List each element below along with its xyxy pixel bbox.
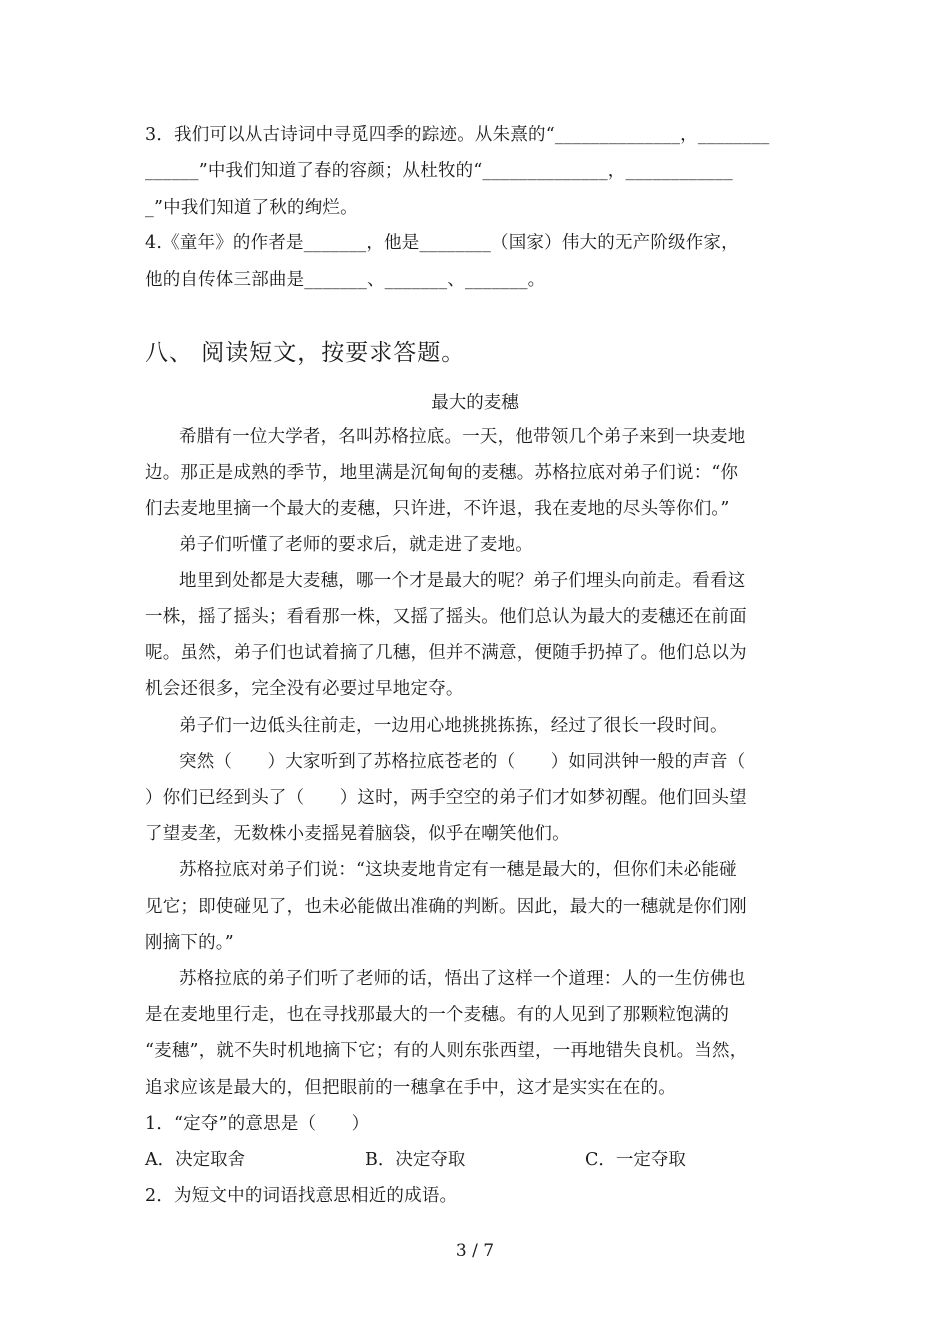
- page-number: 3 / 7: [455, 1241, 495, 1261]
- paragraph-line: 苏格拉底对弟子们说：“这块麦地肯定有一穗是最大的，但你们未必能碰: [179, 860, 737, 880]
- paragraph-line: 机会还很多，完全没有必要过早地定夺。: [145, 679, 464, 699]
- section-heading: 八、 阅读短文，按要求答题。: [145, 340, 466, 366]
- paragraph-line: 追求应该是最大的，但把眼前的一穗拿在手中，这才是实实在在的。: [145, 1078, 676, 1098]
- paragraph-line: 一株，摇了摇头；看看那一株，又摇了摇头。他们总认为最大的麦穗还在前面: [145, 607, 747, 627]
- paragraph-line: 希腊有一位大学者，名叫苏格拉底。一天，他带领几个弟子来到一块麦地: [179, 427, 746, 447]
- paragraph-line: 呢。虽然，弟子们也试着摘了几穗，但并不满意，便随手扔掉了。他们总以为: [145, 643, 747, 663]
- question-4-line-1: 4.《童年》的作者是_______，他是________（国家）伟大的无产阶级作家，: [145, 233, 739, 253]
- paragraph-line: 边。那正是成熟的季节，地里满是沉甸甸的麦穗。苏格拉底对弟子们说：“你: [145, 463, 739, 483]
- paragraph-line: 刚摘下的。”: [145, 933, 234, 953]
- exercise-1-option-a: A．决定取舍: [145, 1150, 246, 1170]
- question-4-line-2: 他的自传体三部曲是_______、_______、_______。: [145, 270, 546, 290]
- paragraph-line: 了望麦垄，无数株小麦摇晃着脑袋，似乎在嘲笑他们。: [145, 824, 570, 844]
- paragraph-line: 弟子们一边低头往前走，一边用心地挑挑拣拣，经过了很长一段时间。: [179, 716, 728, 736]
- question-3-line-3: _”中我们知道了秋的绚烂。: [145, 198, 358, 218]
- exercise-1-option-c: C．一定夺取: [585, 1150, 686, 1170]
- paragraph-line: ）你们已经到头了（ ）这时，两手空空的弟子们才如梦初醒。他们回头望: [145, 788, 747, 808]
- exercise-1-option-b: B．决定夺取: [365, 1150, 466, 1170]
- paragraph-line: 是在麦地里行走，也在寻找那最大的一个麦穗。有的人见到了那颗粒饱满的: [145, 1005, 730, 1025]
- exercise-1-question: 1．“定夺”的意思是（ ）: [145, 1114, 370, 1134]
- paragraph-line: “麦穗”，就不失时机地摘下它；有的人则东张西望，一再地错失良机。当然，: [145, 1041, 748, 1061]
- paragraph-line: 弟子们听懂了老师的要求后，就走进了麦地。: [179, 535, 533, 555]
- paragraph-line: 地里到处都是大麦穗，哪一个才是最大的呢？弟子们埋头向前走。看看这: [179, 571, 746, 591]
- paragraph-line: 见它；即使碰见了，也未必能做出准确的判断。因此，最大的一穗就是你们刚: [145, 897, 747, 917]
- exercise-2-question: 2．为短文中的词语找意思相近的成语。: [145, 1186, 458, 1206]
- paragraph-line: 苏格拉底的弟子们听了老师的话，悟出了这样一个道理：人的一生仿佛也: [179, 969, 746, 989]
- paragraph-line: 们去麦地里摘一个最大的麦穗，只许进，不许退，我在麦地的尽头等你们。”: [145, 499, 730, 519]
- article-title: 最大的麦穗: [431, 393, 519, 413]
- question-3-line-2: ______”中我们知道了春的容颜；从杜牧的“______________，____________: [145, 161, 733, 181]
- paragraph-line: 突然（ ）大家听到了苏格拉底苍老的（ ）如同洪钟一般的声音（: [179, 752, 746, 772]
- question-3-line-1: 3．我们可以从古诗词中寻觅四季的踪迹。从朱熹的“______________，________: [145, 125, 770, 145]
